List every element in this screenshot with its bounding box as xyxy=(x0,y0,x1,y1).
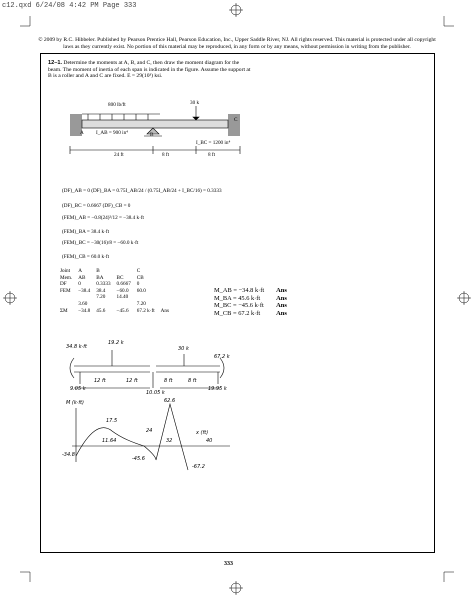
answer-tag: Ans xyxy=(276,302,287,310)
cell xyxy=(161,268,175,275)
fig-dim-8b: 8 ft xyxy=(208,152,216,158)
sketch-dist-load: 19.2 k xyxy=(108,340,124,346)
table-row xyxy=(60,268,175,275)
sketch-md-peak2: 62.6 xyxy=(164,398,176,404)
cell: C xyxy=(136,268,141,274)
cell: CB xyxy=(136,274,144,281)
fig-dim-8a: 8 ft xyxy=(162,152,170,158)
table-row xyxy=(60,294,175,301)
answer-row xyxy=(214,295,299,303)
problem-number: 12–1. xyxy=(48,60,62,66)
eq-fem-ab: (FEM)_AB = −0.8(24)²/12 = −38.4 k·ft xyxy=(62,215,144,221)
cell: −34.8 xyxy=(78,307,91,314)
sketch-md-v3: -67.2 xyxy=(192,464,205,470)
sketch-8ft-a: 8 ft xyxy=(164,378,173,384)
problem-statement xyxy=(48,60,253,80)
answer-row xyxy=(214,287,299,295)
cell: 7.20 xyxy=(136,300,146,307)
cell xyxy=(78,294,96,301)
cell: B xyxy=(96,268,100,274)
sketch-md-peak1: 17.5 xyxy=(106,418,118,424)
table-row xyxy=(60,288,175,295)
fig-label-b: B xyxy=(150,132,154,138)
cell xyxy=(161,288,175,295)
sketch-reaction-1: 9.05 k xyxy=(70,386,86,392)
cell: −45.6 xyxy=(116,307,129,314)
fig-dist-load: 800 lb/ft xyxy=(108,102,126,108)
cell: Joint xyxy=(60,268,71,274)
fig-i-ab: I_AB = 900 in⁴ xyxy=(96,130,128,136)
cell: 0 xyxy=(78,281,81,288)
sketch-md-v2: -45.6 xyxy=(132,456,145,462)
cell: A xyxy=(78,268,82,274)
hand-sketch xyxy=(60,336,240,476)
answer-label: M_CB = 67.2 k·ft xyxy=(214,309,261,317)
sketch-md-x1: 11.64 xyxy=(102,438,117,444)
fig-point-load: 30 k xyxy=(190,100,200,106)
fig-label-c: C xyxy=(234,117,238,123)
cell: 60.0 xyxy=(136,287,146,294)
eq-fem-ba: (FEM)_BA = 38.4 k·ft xyxy=(62,229,110,235)
cell xyxy=(161,281,175,288)
cell: 3.60 xyxy=(78,300,88,307)
answer-label: M_BC = −45.6 k·ft xyxy=(214,302,264,310)
sketch-12ft-a: 12 ft xyxy=(94,378,106,384)
cell xyxy=(96,301,116,308)
cell: 0.6667 xyxy=(116,281,131,288)
sketch-8ft-b: 8 ft xyxy=(188,378,197,384)
cell xyxy=(137,294,161,301)
sketch-md-axis: M (k·ft) xyxy=(66,400,85,406)
eq-fem-bc: (FEM)_BC = −30(16)/8 = −60.0 k·ft xyxy=(62,240,139,246)
cell xyxy=(60,301,78,308)
copyright-notice: © 2009 by R.C. Hibbeler. Published by Pearson Prentice Hall, Pearson Education, Inc., Upper Saddle River, NJ. All rights reserved. This material is protected under all copyright laws as they currently exist. No portion of this material may be reproduced, in any form or by any means, without permission in writing from the publisher. xyxy=(38,37,436,50)
cell xyxy=(117,268,137,275)
sketch-reaction-2: 10.05 k xyxy=(146,390,165,396)
problem-text: Determine the moments at A, B, and C, then draw the moment diagram for the beam. The moment of inertia of each span is indicated in the figure. Assume the support at B is a roller and A and C are fixed. E = 29(10³) ksi. xyxy=(48,60,251,80)
cell: FEM xyxy=(60,287,71,294)
fig-dim-24: 24 ft xyxy=(114,152,124,158)
cell: ΣM xyxy=(60,307,68,314)
fig-i-bc: I_BC = 1200 in⁴ xyxy=(196,140,231,146)
cell xyxy=(117,301,137,308)
beam-figure xyxy=(60,100,250,166)
cell: DF xyxy=(60,281,67,288)
eq-df: (DF)_AB = 0 (DF)_BA = 0.75I_AB/24 / (0.75I_AB/24 + I_BC/16) = 0.3333 xyxy=(62,188,222,194)
cell: −38.4 xyxy=(78,287,91,294)
cell xyxy=(161,301,175,308)
cell: 14.40 xyxy=(116,294,129,301)
cell: BC xyxy=(116,274,124,281)
sketch-md-x2: 24 xyxy=(146,428,153,434)
sketch-point-load: 30 k xyxy=(178,346,189,352)
cell: 67.2 k·ft xyxy=(136,307,155,314)
sketch-md-x4: 40 xyxy=(206,438,213,444)
cell: Mem. xyxy=(60,274,73,281)
sketch-12ft-b: 12 ft xyxy=(126,378,138,384)
cell: 0.3333 xyxy=(96,281,111,288)
cell: Ans xyxy=(160,307,170,314)
answer-tag: Ans xyxy=(276,294,287,302)
cell: 45.6 xyxy=(96,307,106,314)
file-header: c12.qxd 6/24/08 4:42 PM Page 333 xyxy=(2,2,137,10)
fig-label-a: A xyxy=(80,130,84,136)
cell xyxy=(161,275,175,282)
cell: 7.20 xyxy=(96,294,106,301)
cell: 38.4 xyxy=(96,287,106,294)
cell: AB xyxy=(78,274,86,281)
answer-row xyxy=(214,302,299,310)
answer-row xyxy=(214,310,299,318)
cell: −60.0 xyxy=(116,287,129,294)
cell: BA xyxy=(96,274,104,281)
table-row xyxy=(60,308,175,315)
sketch-right-moment: 67.2 k xyxy=(214,354,230,360)
answer-label: M_AB = −34.8 k·ft xyxy=(214,287,265,294)
cell: 0 xyxy=(136,281,140,288)
answer-tag: Ans xyxy=(276,309,287,317)
cell xyxy=(161,294,175,301)
table-row xyxy=(60,281,175,288)
sketch-md-v1: -34.8 xyxy=(62,452,75,458)
cell xyxy=(60,294,78,301)
page-number: 333 xyxy=(224,561,233,567)
table-row xyxy=(60,301,175,308)
sketch-md-xunit: x (ft) xyxy=(196,430,209,436)
answer-tag: Ans xyxy=(276,287,287,294)
eq-df-bc: (DF)_BC = 0.6667 (DF)_CB = 0 xyxy=(62,203,131,209)
eq-fem-cb: (FEM)_CB = 60.0 k·ft xyxy=(62,254,110,260)
distribution-table xyxy=(60,268,175,314)
sketch-md-x3: 32 xyxy=(166,438,173,444)
table-row xyxy=(60,275,175,282)
answers-list xyxy=(214,287,299,317)
sketch-reaction-3: 19.95 k xyxy=(208,386,227,392)
answer-label: M_BA = 45.6 k·ft xyxy=(214,294,261,302)
sketch-left-moment: 34.8 k·ft xyxy=(66,344,87,350)
